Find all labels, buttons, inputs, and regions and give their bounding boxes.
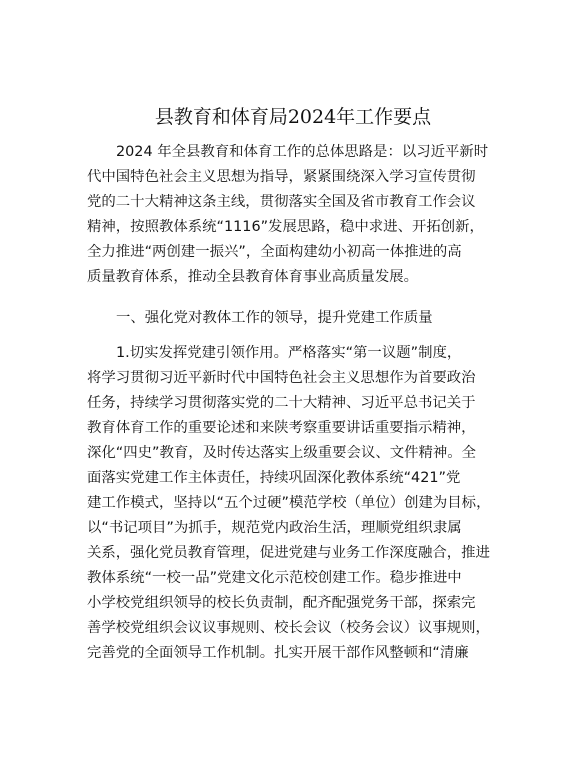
text-line: 建工作模式，坚持以“五个过硬”模范学校（单位）创建为目标， — [87, 495, 491, 511]
text-line: 2024 年全县教育和体育工作的总体思路是：以习近平新时 — [116, 144, 489, 160]
text-line: 全力推进“两创建一振兴”，全面构建幼小初高一体推进的高 — [87, 244, 462, 260]
text-line: 精神，按照教体系统“1116”发展思路，稳中求进、开拓创新， — [87, 219, 484, 235]
text-line: 任务，持续学习贯彻落实党的二十大精神、习近平总书记关于 — [87, 395, 476, 411]
text-line: 1.切实发挥党建引领作用。严格落实“第一议题”制度， — [116, 345, 462, 361]
text-line: 质量教育体系，推动全县教育体育事业高质量发展。 — [87, 269, 418, 285]
section-heading: 一、强化党对教体工作的领导，提升党建工作质量 — [116, 310, 433, 326]
text-line: 完善党的全面领导工作机制。扎实开展干部作风整顿和“清廉 — [87, 645, 469, 661]
text-line: 小学校党组织领导的校长负责制，配齐配强党务干部，探索完 — [87, 595, 476, 611]
text-line: 将学习贯彻习近平新时代中国特色社会主义思想作为首要政治 — [87, 370, 476, 386]
text-line: 关系，强化党员教育管理，促进党建与业务工作深度融合，推进 — [87, 545, 490, 561]
text-line: 善学校党组织会议议事规则、校长会议（校务会议）议事规则， — [87, 620, 490, 636]
text-line: 以“书记项目”为抓手，规范党内政治生活，理顺党组织隶属 — [87, 520, 462, 536]
text-line: 代中国特色社会主义思想为指导，紧紧围绕深入学习宣传贯彻 — [87, 169, 476, 185]
text-line: 面落实党建工作主体责任，持续巩固深化教体系统“421”党 — [87, 470, 461, 486]
text-line: 党的二十大精神这条主线，贯彻落实全国及省市教育工作会议 — [87, 194, 476, 210]
text-line: 教体系统“一校一品”党建文化示范校创建工作。稳步推进中 — [87, 570, 462, 586]
text-line: 教育体育工作的重要论述和来陕考察重要讲话重要指示精神， — [87, 420, 476, 436]
document-title: 县教育和体育局2024年工作要点 — [154, 106, 432, 128]
text-line: 深化“四史”教育，及时传达落实上级重要会议、文件精神。全 — [87, 445, 477, 461]
